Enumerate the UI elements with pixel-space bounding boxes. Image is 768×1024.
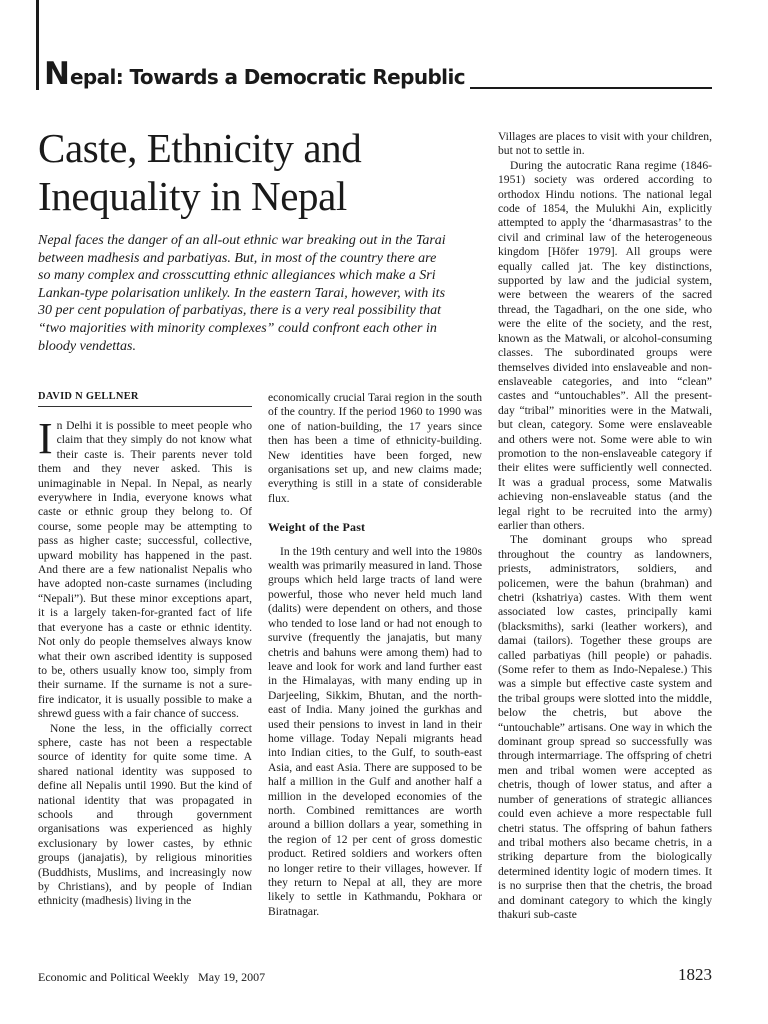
text-column-2 [268, 391, 482, 919]
drop-cap: I [38, 414, 53, 463]
article-lede: Nepal faces the danger of an all-out ethnic war breaking out in the Tarai between madhesis and parbatiyas. But, in most of the country there are so many complex and crosscutting ethnic allegiances which make a Sri Lankan-type polarisation unlikely. In the eastern Tarai, however, with its 30 per cent population of parbatiyas, there is a very real possibility that “two majorities with minority complexes” could confront each other in bloody vendettas. [38, 233, 446, 354]
paragraph: Villages are places to visit with your children, but not to settle in. [498, 130, 712, 158]
page-number: 1823 [678, 965, 712, 984]
section-heading-text: epal: Towards a Democratic Republic [69, 65, 465, 89]
issue-date: May 19, 2007 [198, 970, 266, 984]
footer-citation [38, 970, 265, 985]
journal-name: Economic and Political Weekly [38, 970, 190, 984]
text-column-1 [38, 414, 252, 909]
paragraph: None the less, in the officially correct sphere, caste has not been a respectable source of identity for quite some time. A shared national identity was supposed to define all Nepalis until 1990. But the kind of national identity that was propagated in schools and through government organisations was experienced as highly exclusionary by lower castes, by ethnic groups (janajatis), by religious minorities (Buddhists, Muslims, and increasingly now by Christians), and by people of Indian ethnicity (madhesis) living in the [38, 721, 252, 908]
subheading: Weight of the Past [268, 520, 366, 535]
section-heading-initial: N [44, 56, 70, 92]
paragraph [38, 414, 252, 722]
paragraph-text: n Delhi it is possible to meet people who claim that they simply do not know what their caste is. Their parents never told them and they never asked. This is unimaginable in Nepal. In Nepal, as nearly everywhere in India, everyone knows what caste or ethnic group they belong to. Of course, some people may be attempting to pass as higher caste; successful, collective, upward mobility has happened in the past. And there are a few nationalist Nepalis who have adopted non-caste surnames (including “Nepali”). But these minor exceptions apart, it is a largely taken-for-granted fact of life that everyone has a caste or ethnic identity. Not only do people themselves always know what their own ascribed identity is supposed to be, others usually know too, simply from their surname. If the surname is not a sure-fire indicator, it is usually possible to make a shrewd guess with a fair chance of success. [38, 419, 252, 721]
author-byline: DAVID N GELLNER [38, 391, 252, 407]
paragraph: economically crucial Tarai region in the south of the country. If the period 1960 to 1990 was one of nation-building, the 17 years since then has been a time of ethnicity-building. New identities have been forged, new organisations set up, and new claims made; everything is still in a state of considerable flux. [268, 391, 482, 505]
text-column-3 [498, 130, 712, 922]
section-heading-rule [470, 87, 712, 89]
section-marker-bar [36, 0, 39, 90]
paragraph: During the autocratic Rana regime (1846-1951) society was ordered according to orthodox Hindu notions. The national legal code of 1854, the Mulukhi Ain, explicitly attempted to apply the ‘dharmasastras’ to the civil and criminal law of the heterogeneous kingdom [Höfer 1979]. All groups were equally called jat. The key distinctions, supported by law and the judicial system, were between the wearers of the sacred thread, the Tagadhari, on the one side, who were the elite of the society, and the rest, known as the Matwali, or alcohol-consuming classes. The subordinated groups were themselves divided into enslaveable and non-enslaveable categories, and into “clean” castes and “untouchables”. All the present-day “tribal” minorities were in the Matwali, but clean, category. Some were enslaveable and others were not. Some were able to win promotion to the non-enslaveable category if their elites were sufficiently well connected. It was a gradual process, some Matwalis achieving non-enslaveable status (and the legal right to be recruited into the army) earlier than others. [498, 158, 712, 532]
paragraph: In the 19th century and well into the 1980s wealth was primarily measured in land. Those groups which held large tracts of land were powerful, those who never held much land (dalits) were dependent on others, and those who tended to lose land or had not enough to survive (frequently the janajatis, but many chetris and bahuns were among them) had to leave and look for work and land further east in the Himalayas, with many ending up in Darjeeling, Sikkim, Bhutan, and the north-east of India. Many joined the gurkhas and used their pensions to invest in land in their home village. Today Nepali migrants head into Indian cities, to the Gulf, to south-east Asia, and east Asia. There are supposed to be half a million in the Gulf and another half a million in the developed economies of the north. Combined remittances are worth around a billion dollars a year, something in the region of 12 per cent of gross domestic product. Retired soldiers and workers often no longer retire to their villages, however. If they return to Nepal at all, they are more likely to settle in Kathmandu, Pokhara or Biratnagar. [268, 544, 482, 918]
article-title: Caste, Ethnicity and Inequality in Nepal [38, 125, 362, 219]
paragraph: The dominant groups who spread throughout the country as landowners, priests, administrators, soldiers, and policemen, were the bahun (brahman) and chetri (kshatriya) castes. With them went associated low castes, principally kami (blacksmiths), sarki (leather workers), and damai (tailors). Together these groups are called parbatiyas (hill people) or pahadis. (Some refer to them as Indo-Nepalese.) This was a simple but effective caste system and the tribal groups were slotted into the middle, below the chetris, but above the “untouchable” artisans. One way in which the dominant group spread so successfully was through intermarriage. The offspring of chetri men and tribal women were accepted as chetris, though of lower status, and after a number of generations of strategic alliances could even achieve a more respectable full chetri status. The offspring of bahun fathers and tribal mothers also became chetris, in a striking departure from the biologically determined identity logic of modern times. It is no surprise then that the chetris, the broad and dominant category to which the kingly thakuri sub-caste [498, 533, 712, 921]
section-heading [44, 56, 712, 96]
